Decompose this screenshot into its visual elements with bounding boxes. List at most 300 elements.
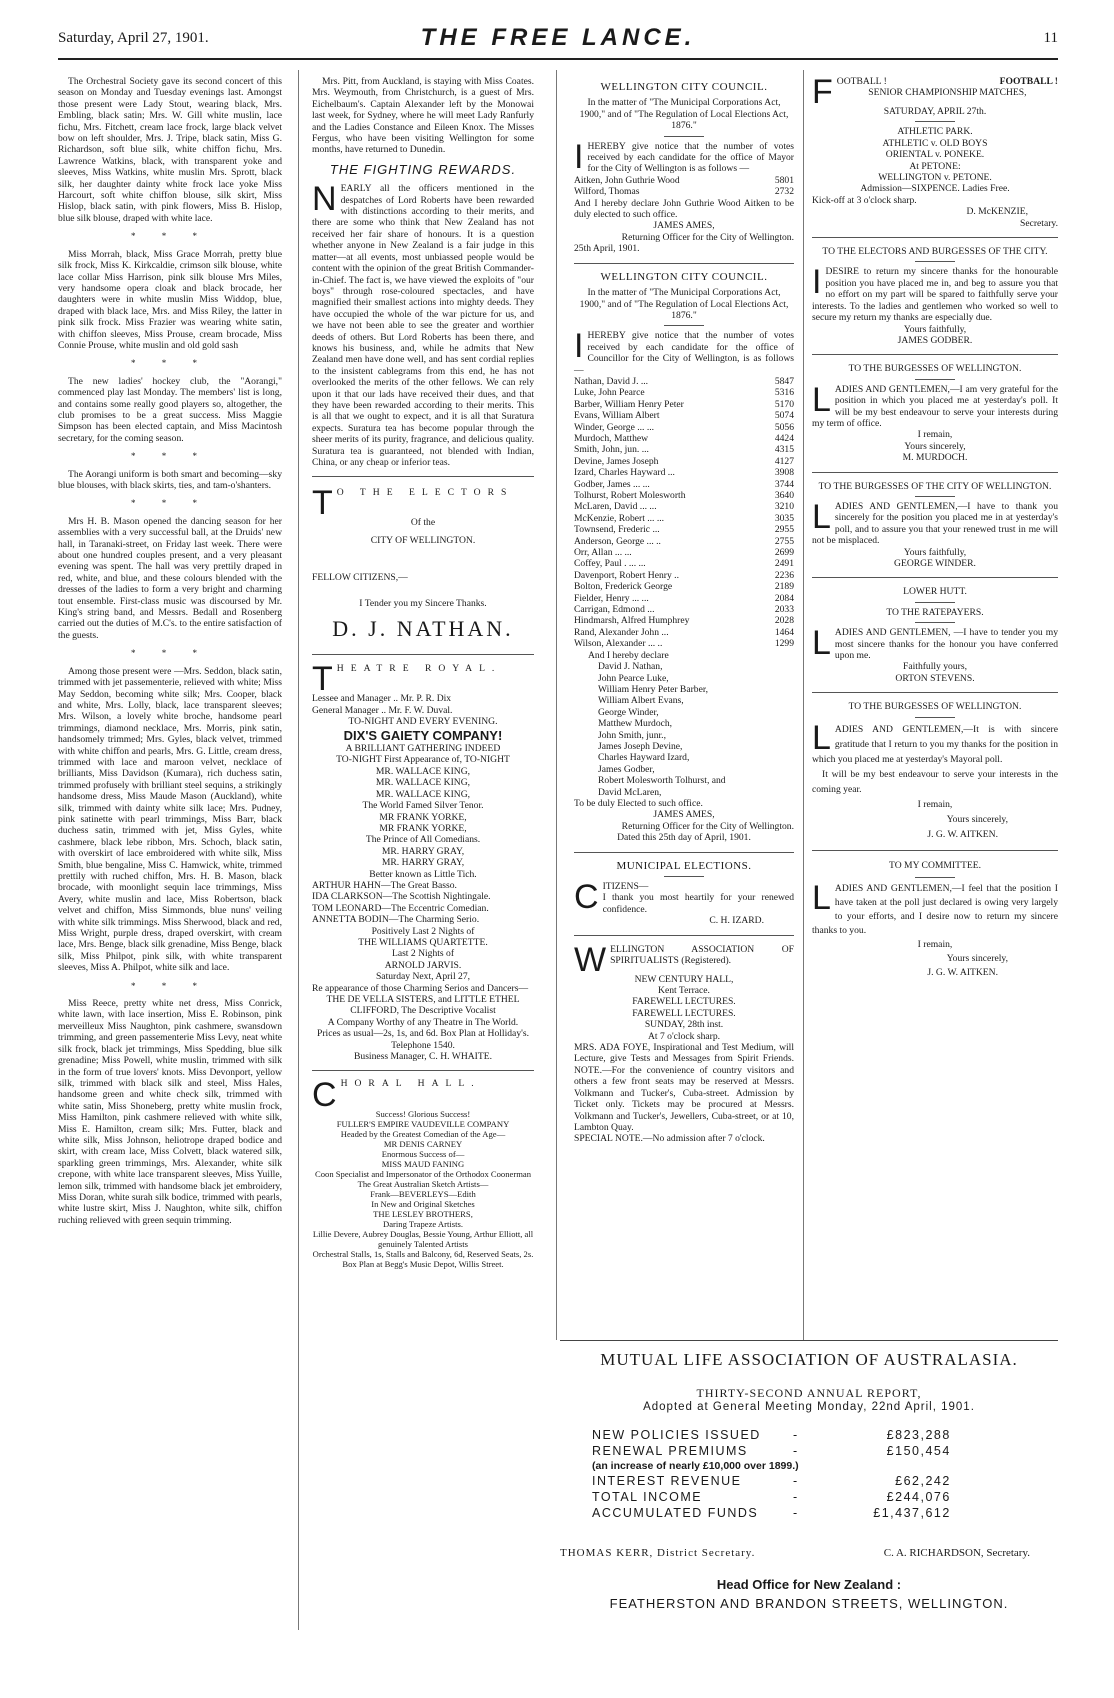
poll-row bbox=[574, 387, 794, 398]
candidate-name: Orr, Allan ... ... bbox=[574, 547, 632, 559]
performer-line: MR DENIS CARNEY bbox=[383, 1139, 463, 1150]
admission-line: Admission—SIXPENCE. Ladies Free. bbox=[860, 183, 1010, 195]
notice-body bbox=[574, 137, 794, 176]
venue: NEW CENTURY HALL, bbox=[634, 973, 734, 985]
drop-cap: I bbox=[574, 137, 584, 176]
performer-line: ARTHUR HAHN—The Great Basso. bbox=[312, 879, 457, 891]
venue-address: Kent Terrace. bbox=[658, 985, 710, 997]
society-paragraph: Mrs H. B. Mason opened the dancing season for her assemblies with a very successful ball, at the Druids' new hall, in Taranaki-street, on Friday last week. There were about one hundred couples present, and a very pleasant evening was spent. The hall was very prettily draped in red, white, and blue, and these colours blended with the dresses of the ladies to form a very bright and charming tout ensemble. First-class music was discoursed by Mr. King's string band, and Messrs. Bedall and Rosenberg carried out the duties of M.C's. to the entire satisfaction of the guests. bbox=[58, 515, 282, 641]
page-number: 11 bbox=[1043, 30, 1058, 46]
poll-row bbox=[574, 186, 794, 197]
divider bbox=[664, 325, 704, 326]
tonight-line: TO-NIGHT AND EVERY EVENING. bbox=[348, 716, 498, 728]
notice-title: TO THE BURGESSES OF THE CITY OF WELLINGTON. bbox=[818, 480, 1052, 492]
headline-line: Headed by the Greatest Comedian of the Age— bbox=[340, 1129, 506, 1140]
vote-count: 2189 bbox=[774, 581, 794, 593]
elected-list bbox=[574, 661, 794, 798]
society-paragraph: The Aorangi uniform is both smart and becoming—sky blue blouses, with black skirts, ties, and tam-o'shanters. bbox=[58, 468, 282, 491]
separator-stars: * * * bbox=[131, 231, 209, 242]
poll-row bbox=[574, 376, 794, 387]
society-paragraph: The Orchestral Society gave its second concert of this season on Monday and Tuesday evenings last. Amongst those present were Lady Stout, wearing black, Mrs. Embling, black satin; Mrs. W. Gill white muslin, lace fichu, Mrs. Fitchett, cream lace frock, large black velvet bow on left shoulder, Mrs. J. Tripe, black satin, Miss G. Richardson, soft blue silk, white chiffon fichu, Mrs. Lawrence Watkins, black, with transparent yoke and sleeves, Miss Watkins, white muslin Mrs. Sprott, black silk, her daughter dainty white frock lace yoke Miss Harcourt, soft white chiffon blouse, silk skirt, Miss Hislop, black satin, with pink flowers, Miss B. Hislop, blue silk blouse, draped with white lace. bbox=[58, 76, 282, 224]
figure-amount: £150,454 bbox=[886, 1444, 951, 1458]
notice-text: ADIES AND GENTLEMEN, —I have to tender you my most sincere thanks for the honour you have conferred upon me. bbox=[834, 627, 1058, 662]
candidate-name: Nathan, David J. ... bbox=[574, 375, 649, 387]
notice-text: DESIRE to return my sincere thanks for the honourable position you have placed me in, and beg to assure you that no effort on my part will be spared to faithfully serve your interests. To the ladies and gentlemen who worked so well to secure my return my thanks are especially due. bbox=[812, 266, 1058, 324]
lessee-line: Lessee and Manager .. Mr. P. R. Dix bbox=[312, 693, 452, 705]
vote-count: 5056 bbox=[774, 421, 794, 433]
vote-count: 4424 bbox=[774, 432, 794, 444]
valediction: Faithfully yours, bbox=[903, 661, 967, 673]
vote-count: 2084 bbox=[774, 592, 794, 604]
signature: J. G. W. AITKEN. bbox=[927, 828, 998, 840]
vote-count: 2236 bbox=[774, 569, 794, 581]
candidate-name: Coffey, Paul . ... ... bbox=[574, 558, 646, 570]
thanks-line: I Tender you my Sincere Thanks. bbox=[359, 597, 487, 609]
separator-stars: * * * bbox=[131, 498, 209, 509]
performer-desc: The World Famed Silver Tenor. bbox=[362, 800, 484, 812]
vote-count: 3908 bbox=[774, 467, 794, 479]
performer-line: MR FRANK YORKE, bbox=[379, 811, 467, 823]
performer-desc: In New and Original Sketches bbox=[371, 1199, 475, 1210]
performer-desc: Coon Specialist and Impersonator of the Orthodox Coonerman bbox=[315, 1169, 531, 1180]
candidate-name: Hindmarsh, Alfred Humphrey bbox=[574, 615, 690, 627]
column-divider bbox=[298, 70, 299, 1630]
candidate-name: Townsend, Frederic ... bbox=[574, 524, 660, 536]
drop-cap: I bbox=[574, 327, 584, 366]
divider bbox=[812, 692, 1058, 693]
notice-title: TO MY COMMITTEE. bbox=[889, 859, 981, 871]
electors-city: CITY OF WELLINGTON. bbox=[370, 534, 476, 546]
figure-dash: - bbox=[792, 1474, 799, 1488]
signature-title: Secretary. bbox=[1020, 217, 1058, 229]
company-desc: A Company Worthy of any Theatre in The World. bbox=[327, 1016, 519, 1028]
notice-text: ADIES AND GENTLEMEN,—I have to thank you sincerely for the position you placed me in at yesterday's poll, and to assure you that your renewed trust in me will not be misplaced. bbox=[812, 500, 1058, 547]
vote-count: 2699 bbox=[774, 547, 794, 559]
valediction: Yours faithfully, bbox=[903, 323, 967, 335]
last-nights: Last 2 Nights of bbox=[391, 948, 455, 960]
figure-amount: £823,288 bbox=[886, 1428, 951, 1442]
candidate-name: Carrigan, Edmond ... bbox=[574, 604, 655, 616]
figure-amount: £244,076 bbox=[886, 1490, 951, 1504]
vote-count: 5801 bbox=[774, 174, 794, 186]
head-office-label: Head Office for New Zealand : bbox=[716, 1577, 902, 1592]
performer-line: IDA CLARKSON—The Scottish Nightingale. bbox=[312, 891, 491, 903]
drop-cap: C bbox=[312, 1076, 337, 1115]
success-line: Success! Glorious Success! bbox=[375, 1109, 471, 1120]
signature: JAMES AMES, bbox=[653, 220, 715, 232]
notice-title: ELLINGTON ASSOCIATION OF SPIRITUALISTS (Registered). bbox=[610, 943, 794, 967]
candidate-name: Luke, John Pearce bbox=[574, 387, 645, 399]
figure-dash: - bbox=[792, 1506, 799, 1520]
figure-label: ACCUMULATED FUNDS bbox=[592, 1506, 759, 1520]
poll-row bbox=[574, 444, 794, 455]
elected-name: John Pearce Luke, bbox=[598, 672, 669, 684]
vote-count: 1464 bbox=[774, 626, 794, 638]
football-ad bbox=[812, 73, 1058, 229]
divider bbox=[915, 622, 955, 623]
notice-matter: In the matter of "The Municipal Corporations Act, 1900," and of "The Regulation of Local Elections Act, 1876." bbox=[579, 97, 789, 132]
poll-row bbox=[574, 490, 794, 501]
electors-of: Of the bbox=[410, 517, 436, 529]
district-secretary: THOMAS KERR, District Secretary. bbox=[560, 1547, 756, 1559]
match-date: SATURDAY, APRIL 27th. bbox=[883, 106, 987, 117]
aitken-notice bbox=[812, 701, 1058, 841]
elected-name: Charles Hayward Izard, bbox=[598, 752, 690, 764]
notice-body bbox=[574, 327, 794, 376]
poll-row bbox=[574, 422, 794, 433]
performer-line: THE LESLEY BROTHERS, bbox=[373, 1209, 473, 1220]
kickoff-line: Kick-off at 3 o'clock sharp. bbox=[812, 194, 917, 206]
performer-line: MR. WALLACE KING, bbox=[375, 788, 471, 800]
performer-desc: Daring Trapeze Artists. bbox=[383, 1219, 463, 1230]
divider bbox=[915, 602, 955, 603]
declaration: To be duly Elected to such office. bbox=[574, 797, 703, 809]
drop-cap: L bbox=[812, 624, 831, 663]
signature: M. MURDOCH. bbox=[902, 452, 968, 464]
prices-line: Orchestral Stalls, 1s, Stalls and Balcony, 6d, Reserved Seats, 2s. Box Plan at Begg's Music Depot, Willis Street. bbox=[312, 1249, 534, 1270]
date-line: Saturday Next, April 27, bbox=[375, 971, 471, 983]
report-figures bbox=[592, 1427, 951, 1521]
drop-cap: N bbox=[312, 180, 337, 219]
venue: At PETONE: bbox=[909, 160, 961, 172]
poll-row bbox=[574, 593, 794, 604]
notice-title: WELLINGTON CITY COUNCIL. bbox=[600, 81, 768, 93]
performer-desc: The Great Australian Sketch Artists— bbox=[357, 1179, 489, 1190]
vote-count: 2033 bbox=[774, 604, 794, 616]
theatre-royal-ad bbox=[312, 660, 534, 1063]
notice-title: TO THE BURGESSES OF WELLINGTON. bbox=[848, 363, 1022, 375]
venue: ATHLETIC PARK. bbox=[897, 126, 973, 138]
poll-row bbox=[574, 501, 794, 512]
divider bbox=[812, 850, 1058, 851]
notice-text: I thank you most heartily for your renewed confidence. bbox=[602, 892, 794, 915]
increase-note: (an increase of nearly £10,000 over 1899.) bbox=[592, 1460, 799, 1472]
drop-cap: I bbox=[812, 263, 822, 302]
signature: JAMES GODBER. bbox=[897, 334, 973, 346]
poll-row bbox=[574, 399, 794, 410]
notice-text: HEREBY give notice that the number of votes received by each candidate for the office of Councillor for the City of Wellington, is as follows — bbox=[574, 330, 794, 376]
figure-amount: £1,437,612 bbox=[873, 1506, 951, 1520]
elected-name: David McLaren, bbox=[598, 786, 662, 798]
first-appearance: TO-NIGHT First Appearance of, TO-NIGHT bbox=[336, 754, 510, 766]
matches-title: SENIOR CHAMPIONSHIP MATCHES, bbox=[868, 87, 1027, 99]
society-paragraph: Miss Morrah, black, Miss Grace Morrah, pretty blue silk frock, Miss K. Kirkcaldie, crimson silk blouse, white lace collar Miss Harrison, pink silk blouse Mrs Miles, very handsome opera cloak and black brocade, her daughters were in white muslin Miss Widdop, blue, draped with black lace, Mrs. and Miss Riley, the latter in pink silk frock. Miss Frazier was wearing white satin, with chiffon sleeves, Miss Prouse, cream brocade, Miss Connie Prouse, white muslin and old gold sash bbox=[58, 248, 282, 351]
column-divider bbox=[556, 70, 557, 1340]
divider bbox=[312, 654, 534, 655]
poll-row bbox=[574, 479, 794, 490]
notice-text: ADIES AND GENTLEMEN,—It is with sincere gratitude that I return to you my thanks for the position in which you placed me at yesterday's Mayoral poll. bbox=[812, 723, 1058, 765]
notice-body bbox=[574, 878, 794, 916]
vote-count: 4127 bbox=[774, 455, 794, 467]
poll-row bbox=[574, 558, 794, 569]
valediction: I remain, bbox=[917, 938, 953, 950]
social-notes: Mrs. Pitt, from Auckland, is staying with Miss Coates. Mrs. Weymouth, from Christchurch, is a guest of Mrs. Eichelbaum's. Captain Alexander left by the Monowai last week, for Sydney, where he will meet Lady Ranfurly and the Ladies Constance and Eileen Knox. The Misses Fergus, who have been visiting Wellington for some months, have returned to Dunedin. bbox=[312, 76, 534, 156]
performer-line: THE WILLIAMS QUARTETTE. bbox=[358, 936, 488, 948]
notice-text: It will be my best endeavour to serve your interests in the coming year. bbox=[812, 768, 1058, 795]
divider bbox=[812, 472, 1058, 473]
article-text: EARLY all the officers mentioned in the despatches of Lord Roberts have been rewarded with distinctions according to their merits, and there are some who think that New Zealand has not received her fair share of honours. It is a question whether anyone in New Zealand is a fair judge in this matter—at all events, most unbiassed people would be content with the opinion of the great British Commander-in-Chief. The fact is, we have viewed the exploits of "our boys" through rose-coloured spectacles, and have magnified their smallest actions into mighty deeds. They have occupied the whole of the war picture for us, and we have not been able to see the greater and worthier deeds of others. But Lord Roberts has been there, and knows his business, and, while he admits that New Zealand men have done well, and has sent cordial replies to the insistent cablegrams from this end, he has not overlooked the merits of the other fellows. We can rely upon it that our lads have received their dues, and that they have been rewarded according to their merits. This is all that we ought to expect, and it is all that Suratura expects. Suratura tea has become popular through the sheer merits of its purity, fragrance, and delicious quality. Suratura tea is guaranteed, not blended with Indian, China, or any cheap or inferior teas. bbox=[312, 183, 534, 468]
drop-cap: T bbox=[312, 484, 333, 523]
notice-title: MUNICIPAL ELECTIONS. bbox=[616, 859, 752, 872]
declaration: And I hereby declare John Guthrie Wood Aitken to be duly elected to such office. bbox=[574, 197, 794, 221]
figure-dash: - bbox=[792, 1444, 799, 1458]
valediction: I remain, bbox=[917, 798, 953, 810]
divider bbox=[812, 354, 1058, 355]
separator-stars: * * * bbox=[131, 980, 209, 991]
godber-notice bbox=[812, 246, 1058, 346]
adverts-column bbox=[812, 73, 1058, 980]
candidate-name: McKenzie, Robert ... ... bbox=[574, 512, 665, 524]
poll-row bbox=[574, 467, 794, 478]
performer-line: MISS MAUD FANING bbox=[381, 1159, 465, 1170]
performer-line: MR. WALLACE KING, bbox=[375, 777, 471, 789]
success-line: Enormous Success of— bbox=[381, 1149, 465, 1160]
nathan-notice bbox=[312, 484, 534, 642]
divider bbox=[312, 1070, 534, 1071]
secretary-line: C. A. RICHARDSON, Secretary. bbox=[883, 1547, 1030, 1559]
performer-line: ANNETTA BODIN—The Charming Serio. bbox=[312, 914, 480, 926]
signature: D. J. NATHAN. bbox=[332, 616, 514, 642]
fixture: ATHLETIC v. OLD BOYS bbox=[882, 137, 988, 149]
figure-row bbox=[592, 1473, 951, 1489]
figure-label: RENEWAL PREMIUMS bbox=[592, 1444, 748, 1458]
notice-salutation: ITIZENS— bbox=[602, 881, 649, 892]
candidate-name: McLaren, David ... ... bbox=[574, 501, 657, 513]
company-name: DIX'S GAIETY COMPANY! bbox=[343, 727, 503, 743]
candidate-name: Rand, Alexander John ... bbox=[574, 626, 669, 638]
vote-count: 2755 bbox=[774, 535, 794, 547]
meeting-line: Adopted at General Meeting Monday, 22nd April, 1901. bbox=[643, 1401, 975, 1413]
vote-count: 3744 bbox=[774, 478, 794, 490]
header-rule bbox=[58, 58, 1058, 60]
performer-line: MR FRANK YORKE, bbox=[379, 822, 467, 834]
figure-row bbox=[592, 1427, 951, 1443]
issue-date: Saturday, April 27, 1901. bbox=[58, 30, 209, 46]
choral-title: HORAL HALL. bbox=[340, 1078, 481, 1090]
poll-row bbox=[574, 570, 794, 581]
candidate-name: Godber, James ... ... bbox=[574, 478, 650, 490]
poll-row bbox=[574, 615, 794, 626]
football-heading: OOTBALL ! bbox=[836, 76, 887, 87]
divider bbox=[915, 121, 955, 122]
drop-cap: F bbox=[812, 73, 833, 111]
valediction: I remain, bbox=[917, 429, 953, 441]
elected-name: John Smith, junr., bbox=[598, 729, 666, 741]
candidate-name: Izard, Charles Hayward ... bbox=[574, 467, 675, 479]
notice-text: MRS. ADA FOYE, Inspirational and Test Medium, will Lecture, give Tests and Messages from Spirit Friends. NOTE.—For the convenience of country visitors and others a few front seats may be reserved at Messrs. Volkmann and Tucker's, Cuba-street. Admission by Ticket only. Tickets may be procured at Messrs. Volkmann and Tucker's, Jewellers, Cuba-street, or at 10, Lambton Quay. bbox=[574, 1042, 794, 1133]
elected-name: William Henry Peter Barber, bbox=[598, 683, 709, 695]
divider bbox=[574, 263, 794, 264]
candidate-name: Wilson, Alexander ... .. bbox=[574, 638, 663, 650]
figure-label: TOTAL INCOME bbox=[592, 1490, 703, 1504]
notice-date: 25th April, 1901. bbox=[574, 243, 640, 255]
divider bbox=[812, 577, 1058, 578]
vote-count: 5847 bbox=[774, 375, 794, 387]
society-paragraph: The new ladies' hockey club, the "Aorangi," commenced play last Monday. The members' list is long, and contains some really good players so, altogether, the club promises to be a great success. Miss Maggie Simpson has been elected captain, and Miss Macintosh secretary, for the coming season. bbox=[58, 375, 282, 444]
divider bbox=[664, 136, 704, 137]
figure-note-row bbox=[592, 1459, 951, 1473]
divider bbox=[812, 237, 1058, 238]
column-divider bbox=[803, 70, 804, 1340]
signature: D. McKENZIE, bbox=[966, 206, 1028, 218]
performer-desc: The Prince of All Comedians. bbox=[365, 834, 481, 846]
candidate-name: Smith, John, jun. ... bbox=[574, 444, 649, 456]
candidate-name: Bolton, Frederick George bbox=[574, 581, 673, 593]
notice-text: HEREBY give notice that the number of votes received by each candidate for the office of Mayor for the City of Wellington is as follows — bbox=[587, 140, 794, 175]
performer-line: MR. HARRY GRAY, bbox=[381, 845, 465, 857]
manager-line: General Manager .. Mr. F. W. Duval. bbox=[312, 704, 453, 716]
signature: C. H. IZARD. bbox=[709, 915, 764, 927]
candidate-name: Wilford, Thomas bbox=[574, 186, 640, 198]
figure-row bbox=[592, 1489, 951, 1505]
notice-matter: In the matter of "The Municipal Corporations Act, 1900," and of "The Regulation of Local Elections Act, 1876." bbox=[579, 287, 789, 321]
valediction: Yours sincerely, bbox=[946, 813, 1008, 825]
spiritualists-notice bbox=[574, 940, 794, 1145]
divider bbox=[915, 877, 955, 878]
poll-row bbox=[574, 547, 794, 558]
vote-count: 3640 bbox=[774, 490, 794, 501]
separator-stars: * * * bbox=[131, 451, 209, 462]
divider bbox=[915, 379, 955, 380]
article-body bbox=[312, 180, 534, 468]
fellow-citizens: FELLOW CITIZENS,— bbox=[312, 572, 408, 584]
performer-line: MR. HARRY GRAY, bbox=[381, 857, 465, 869]
report-title: THIRTY-SECOND ANNUAL REPORT, bbox=[696, 1386, 922, 1400]
candidate-name: Murdoch, Matthew bbox=[574, 432, 649, 444]
vote-count: 2732 bbox=[774, 186, 794, 198]
poll-row bbox=[574, 456, 794, 467]
electors-heading: O THE ELECTORS bbox=[336, 487, 514, 499]
vote-count: 2491 bbox=[774, 558, 794, 570]
business-manager: Business Manager, C. H. WHAITE. bbox=[354, 1051, 492, 1063]
event-title: FAREWELL LECTURES. bbox=[632, 996, 736, 1008]
signature-title: Returning Officer for the City of Wellington. bbox=[621, 231, 794, 243]
elected-name: Matthew Murdoch, bbox=[598, 718, 673, 730]
notice-place: LOWER HUTT. bbox=[903, 586, 967, 598]
notice-title: WELLINGTON CITY COUNCIL. bbox=[600, 270, 768, 283]
separator-stars: * * * bbox=[131, 358, 209, 369]
drop-cap: W bbox=[574, 940, 607, 979]
vote-count: 2028 bbox=[774, 615, 794, 627]
declaration: And I hereby declare bbox=[588, 649, 669, 661]
poll-row bbox=[574, 638, 794, 649]
signature: J. G. W. AITKEN. bbox=[927, 966, 998, 978]
fixture: WELLINGTON v. PETONE. bbox=[878, 172, 992, 184]
article-title: THE FIGHTING REWARDS. bbox=[329, 161, 517, 177]
divider bbox=[915, 717, 955, 718]
murdoch-notice bbox=[812, 363, 1058, 463]
elected-name: James Joseph Devine, bbox=[598, 740, 683, 752]
separator-stars: * * * bbox=[131, 648, 209, 659]
masthead: THE FREE LANCE. bbox=[420, 24, 696, 51]
candidate-name: Fielder, Henry ... ... bbox=[574, 592, 649, 604]
special-note: SPECIAL NOTE.—No admission after 7 o'clock. bbox=[574, 1133, 765, 1145]
valediction: Yours sincerely, bbox=[946, 952, 1008, 964]
councillor-poll-table bbox=[574, 376, 794, 650]
page-header bbox=[58, 24, 1058, 54]
head-office-address: FEATHERSTON AND BRANDON STREETS, WELLINGTON. bbox=[609, 1596, 1009, 1611]
performer-line: Frank—BEVERLEYS—Edith bbox=[370, 1189, 476, 1200]
signature: ORTON STEVENS. bbox=[895, 672, 975, 684]
vote-count: 5170 bbox=[774, 398, 794, 410]
performer-list: Lillie Devere, Aubrey Douglas, Bessie Young, Arthur Elliott, all genuinely Talented Artists bbox=[312, 1229, 534, 1250]
signature: GEORGE WINDER. bbox=[894, 558, 976, 569]
football-heading: FOOTBALL ! bbox=[999, 76, 1058, 87]
advert-title: MUTUAL LIFE ASSOCIATION OF AUSTRALASIA. bbox=[600, 1350, 1018, 1369]
drop-cap: C bbox=[574, 878, 599, 916]
poll-row bbox=[574, 175, 794, 186]
figure-dash: - bbox=[792, 1428, 799, 1442]
vote-count: 4315 bbox=[774, 444, 794, 456]
performer-line: THE DE VELLA SISTERS, and LITTLE ETHEL CLIFFORD, The Descriptive Vocalist bbox=[326, 994, 520, 1017]
vote-count: 3035 bbox=[774, 512, 794, 524]
candidate-name: Winder, George ... ... bbox=[574, 421, 655, 433]
news-column bbox=[312, 76, 534, 1269]
society-paragraph: Among those present were —Mrs. Seddon, black satin, trimmed with jet passementerie, relieved with white; Miss May Seddon, becoming white silk; Mrs. Cooper, black and white, Mrs. Lolly, black, lace transparent sleeves; Mrs. Wilson, a lovely white broche, handsome pearl trimmings, diamond necklace, Mrs. Morris, pink satin, handsomely trimmed; Mrs. Gyles, black velvet, trimmed with white chiffon and pearls, Mrs. G. Little, cream dress, trimmed with lace and maroon velvet, necklace of brilliants, Miss Davidson (Kumara), rich duchess satin, trimmed profusely with brilliant steel sequins, a strikingly handsome dress, Miss Maude Mason (Auckland), white silk, trimmed with dainty white silk lace; Mrs. Pudney, pink satinette with pearl trimmings, Miss Barr, black duchess satin, trimmed with jet, Miss Gyles, white cashmere, black lebe ribbon, Mrs. Schoch, black satin, with overskirt of lace embroidered with white silk, Miss Smith, blue bengaline, Miss C. Hamwick, white, trimmed prettily with ruched chiffon, Mrs. H. B. Mason, black brocade, with moonlight sequin lace trimmings, Miss Avery, white muslin and lace, Miss Robertson, black velvet and chiffon, Miss Simmonds, blue nuns' veiling with white silk trimmings. Miss Sherwood, black and red, Miss Wright, purple dress, draped overskirt, with cream lace, Mrs. Benge, black silk grenadine, Miss Benge, black silk, Miss Philpot, pink silk, with white transparent sleeves, Miss A. Philpot, white silk and lace. bbox=[58, 665, 282, 974]
divider bbox=[915, 261, 955, 262]
divider bbox=[915, 496, 955, 497]
performer-line: ARNOLD JARVIS. bbox=[384, 959, 462, 971]
gathering-line: A BRILLIANT GATHERING INDEED bbox=[345, 743, 501, 755]
notices-column bbox=[574, 76, 794, 1145]
reappearance-line: Re appearance of those Charming Serios and Dancers— bbox=[312, 982, 529, 994]
divider bbox=[312, 476, 534, 477]
valediction: Yours faithfully, bbox=[903, 546, 967, 558]
figure-amount: £62,242 bbox=[895, 1474, 951, 1488]
mayor-poll-table bbox=[574, 175, 794, 198]
drop-cap: L bbox=[812, 878, 831, 917]
elected-name: George Winder, bbox=[598, 706, 659, 718]
event-title: FAREWELL LECTURES. bbox=[632, 1007, 736, 1019]
poll-row bbox=[574, 513, 794, 524]
drop-cap: T bbox=[312, 660, 333, 699]
candidate-name: Tolhurst, Robert Molesworth bbox=[574, 490, 686, 501]
notice-title: TO THE RATEPAYERS. bbox=[886, 606, 984, 618]
elected-name: Robert Molesworth Tolhurst, and bbox=[598, 775, 726, 787]
divider bbox=[574, 935, 794, 936]
company-name: FULLER'S EMPIRE VAUDEVILLE COMPANY bbox=[336, 1119, 510, 1130]
poll-row bbox=[574, 433, 794, 444]
theatre-title: HEATRE ROYAL. bbox=[336, 663, 502, 675]
stevens-notice bbox=[812, 586, 1058, 684]
vote-count: 2955 bbox=[774, 524, 794, 536]
vote-count: 5316 bbox=[774, 387, 794, 399]
figure-label: INTEREST REVENUE bbox=[592, 1474, 742, 1488]
vote-count: 3210 bbox=[774, 501, 794, 513]
event-time: At 7 o'clock sharp. bbox=[647, 1030, 721, 1042]
mutual-life-advert bbox=[560, 1350, 1058, 1611]
figure-row bbox=[592, 1505, 951, 1521]
notice-text: ADIES AND GENTLEMEN,—I am very grateful for the position in which you placed me at yesterday's poll. It will be my best endeavour to serve your interests during my term of office. bbox=[812, 383, 1058, 429]
divider bbox=[664, 876, 704, 877]
candidate-name: Barber, William Henry Peter bbox=[574, 398, 684, 410]
figure-row bbox=[592, 1443, 951, 1459]
signature-title: Returning Officer for the City of Wellington. bbox=[621, 820, 794, 832]
performer-desc: Better known as Little Tich. bbox=[369, 868, 477, 880]
candidate-name: Evans, William Albert bbox=[574, 410, 660, 422]
fixture: ORIENTAL v. PONEKE. bbox=[885, 149, 985, 161]
elected-name: William Albert Evans, bbox=[598, 695, 684, 707]
divider bbox=[574, 852, 794, 853]
signature: JAMES AMES, bbox=[653, 809, 715, 821]
prices-line: Prices as usual—2s, 1s, and 6d. Box Plan at Holliday's. Telephone 1540. bbox=[317, 1028, 529, 1051]
poll-row bbox=[574, 604, 794, 615]
drop-cap: L bbox=[812, 497, 831, 536]
choral-hall-ad bbox=[312, 1076, 534, 1270]
notice-text: ADIES AND GENTLEMEN,—I feel that the position I have taken at the poll just declared is owing very largely to your efforts, and I desire now to return my sincere thanks to you. bbox=[812, 882, 1058, 936]
figure-dash: - bbox=[792, 1490, 799, 1504]
advert-rule bbox=[560, 1340, 1058, 1341]
